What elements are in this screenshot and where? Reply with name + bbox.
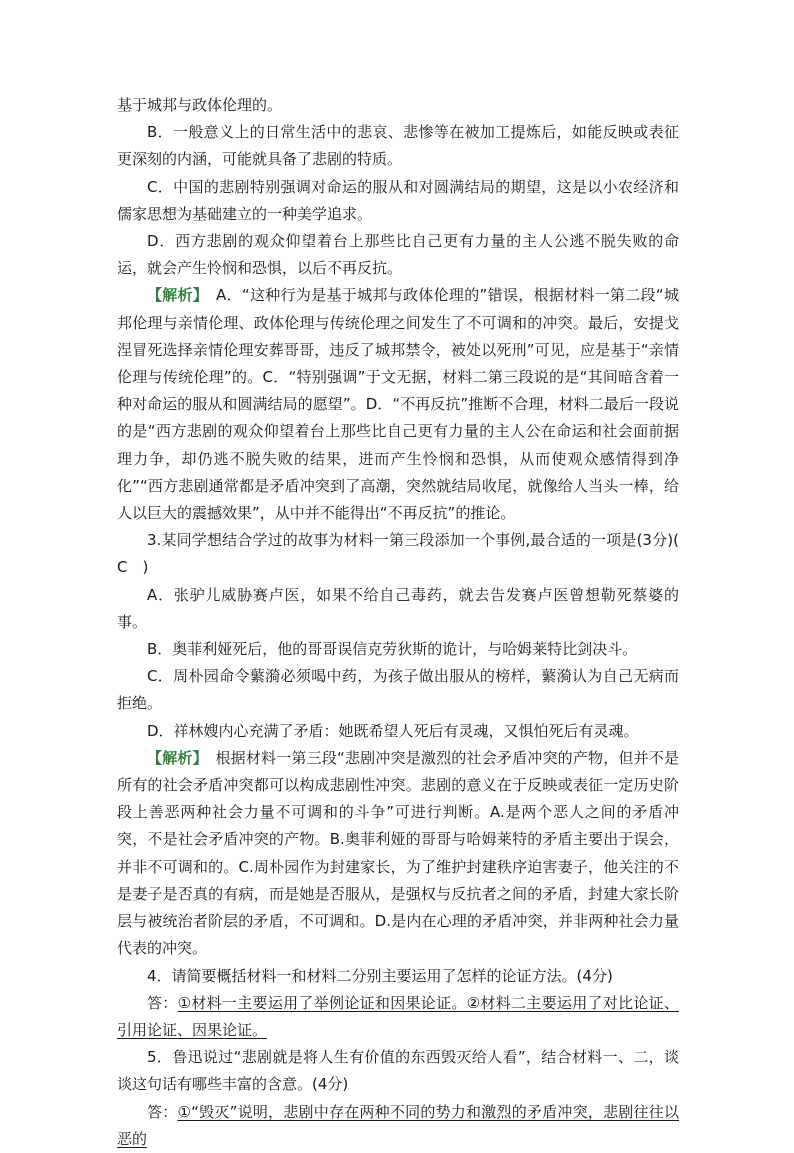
option-c: C．中国的悲剧特别强调对命运的服从和对圆满结局的期望，这是以小农经济和儒家思想为基础建立的一种美学追求。 — [117, 177, 679, 223]
q3-option-d: D．祥林嫂内心充满了矛盾：她既希望人死后有灵魂，又惧怕死后有灵魂。 — [147, 721, 639, 740]
option-b: B．一般意义上的日常生活中的悲哀、悲惨等在被加工提炼后，如能反映或表征更深刻的内涵，可能就具备了悲剧的特质。 — [117, 123, 679, 169]
question-5-stem: 5．鲁迅说过“悲剧就是将人生有价值的东西毁灭给人看”，结合材料一、二，谈谈这句话有哪些丰富的含意。(4分) — [117, 1048, 679, 1094]
analysis-q2 — [117, 282, 679, 527]
analysis-tag: 【解析】 — [147, 748, 201, 767]
option-d: D．西方悲剧的观众仰望着台上那些比自己更有力量的主人公逃不脱失败的命运，就会产生怜悯和恐惧，以后不再反抗。 — [117, 232, 679, 278]
analysis-q2-text: A．“这种行为是基于城邦与政体伦理的”错误，根据材料一第二段“城邦伦理与亲情伦理、政体伦理与传统伦理之间发生了不可调和的冲突。最后，安提戈涅冒死选择亲情伦理安葬哥哥，违反了城邦禁令，被处以死刑”可见，应是基于“亲情伦理与传统伦理”的。C．“特别强调”于文无据，材料二第三段说的是“其间暗含着一种对命运的服从和圆满结局的愿望”。D．“不再反抗”推断不合理，材料二最后一段说的是“西方悲剧的观众仰望着台上那些比自己更有力量的主人公在命运和社会面前据理力争，却仍逃不脱失败的结果，进而产生怜悯和恐惧，从而使观众感情得到净化”“西方悲剧通常都是矛盾冲突到了高潮，突然就结局收尾，就像给人当头一棒，给人以巨大的震撼效果”，从中并不能得出“不再反抗”的推论。 — [117, 286, 679, 523]
answer-prefix: 答： — [147, 1102, 178, 1121]
q3-option-c: C．周朴园命令蘩漪必须喝中药，为孩子做出服从的榜样，蘩漪认为自己无病而拒绝。 — [117, 667, 679, 713]
paragraph-continuation: 基于城邦与政体伦理的。 — [117, 96, 283, 114]
question-3-stem: 3.某同学想结合学过的故事为材料一第三段添加一个事例,最合适的一项是(3分)( C ) — [117, 531, 695, 577]
answer-text: ①材料一主要运用了举例论证和因果论证。②材料二主要运用了对比论证、引用论证、因果论证。 — [117, 993, 679, 1039]
question-5-answer — [117, 1099, 679, 1153]
answer-text: ①“毁灭”说明，悲剧中存在两种不同的势力和激烈的矛盾冲突，悲剧往往以恶的 — [117, 1102, 679, 1148]
q3-option-b: B．奥菲利娅死后，他的哥哥误信克劳狄斯的诡计，与哈姆莱特比剑决斗。 — [147, 640, 638, 659]
analysis-q3 — [117, 745, 679, 963]
question-4-answer — [117, 990, 679, 1044]
answer-prefix: 答： — [147, 993, 178, 1012]
analysis-tag: 【解析】 — [147, 286, 201, 305]
analysis-q3-text: 根据材料一第三段“悲剧冲突是激烈的社会矛盾冲突的产物，但并不是所有的社会矛盾冲突都可以构成悲剧性冲突。悲剧的意义在于反映或表征一定历史阶段上善恶两种社会力量不可调和的斗争”可进行判断。A.是两个恶人之间的矛盾冲突，不是社会矛盾冲突的产物。B.奥菲利娅的哥哥与哈姆莱特的矛盾主要出于误会，并非不可调和的。C.周朴园作为封建家长，为了维护封建秩序迫害妻子，他关注的不是妻子是否真的有病，而是她是否服从，是强权与反抗者之间的矛盾，封建大家长阶层与被统治者阶层的矛盾，不可调和。D.是内在心理的矛盾冲突，并非两种社会力量代表的冲突。 — [117, 748, 679, 958]
answer-option-list — [117, 92, 695, 1153]
question-4-stem: 4．请简要概括材料一和材料二分别主要运用了怎样的论证方法。(4分) — [147, 966, 613, 985]
q3-option-a: A．张驴儿威胁赛卢医，如果不给自己毒药，就去告发赛卢医曾想勒死蔡婆的事。 — [117, 585, 679, 631]
